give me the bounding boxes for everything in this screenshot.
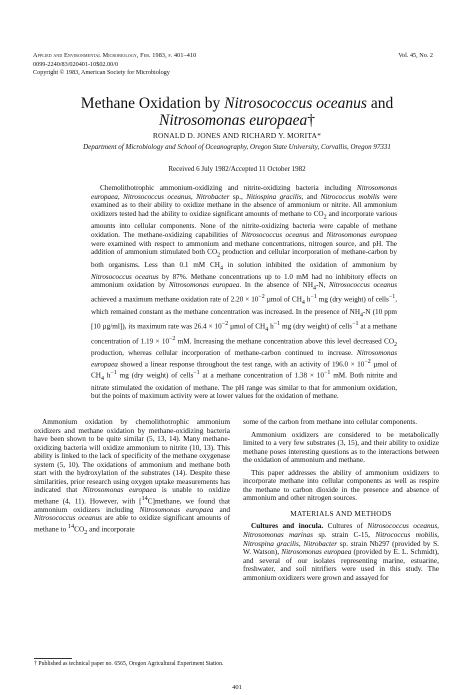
volume-label: Vol. 45, No. 2 <box>398 52 433 59</box>
abstract <box>91 184 397 401</box>
journal-header <box>33 52 333 78</box>
body-column-left <box>34 418 230 537</box>
title-text-and: and <box>366 95 394 112</box>
journal-citation: Applied and Environmental Microbiology, Feb. 1983, p. 401–410 <box>33 52 197 59</box>
title-dagger: † <box>307 112 315 129</box>
abstract-paragraph: Chemolithotrophic ammonium-oxidizing and nitrite-oxidizing bacteria including Nitrosomonas europaea, Nitrosococcus oceanus, Nitrobacter sp., Nitiospina gracilis, and Nitrococcus mobilis were examined as to their ability to oxidize methane in the absence of ammonium or nitrite. All ammonium oxidizers tested had the ability to oxidize significant amounts of methane to $CO_2$ and incorporate various amounts into cellular components. None of the nitrite-oxidizing bacteria were capable of methane oxidation. The methane-oxidizing capabilities of Nitrosococcus oceanus and Nitrosomonas europaea were examined with respect to ammonium and methane concentrations, nitrogen source, and pH. The addition of ammonium stimulated both $CO_2$ production and cellular incorporation of methane-carbon by both organisms. Less than 0.1 mM $CH_4$ in solution inhibited the oxidation of ammonium by Nitrosococcus oceanus by 87%. Methane concentrations up to 1.0 mM had no inhibitory effects on ammonium oxidation by Nitrosomonas europaea. In the absence of $NH_4-N$, Nitrosococcus oceanus achieved a maximum methane oxidation rate of $2.20 \times 10^{-2}$ µmol of $CH_4$ $h^{-1}$ mg (dry weight) of cells$^{-1}$, which remained constant as the methane concentration was increased. In the presence of $NH_4-N$ (10 ppm [10 µg/ml]), its maximum rate was $26.4 \times 10^{-2}$ µmol of $CH_4$ $h^{-1}$ mg (dry weight) of cells$^{-1}$ at a methane concentration of $1.19 \times 10^{-2}$ mM. Increasing the methane concentration above this level decreased $CO_2$ production, whereas cellular incorporation of methane-carbon continued to increase. Nitrosomonas europaea showed a linear response throughout the test range, with an activity of $196.0 \times 10^{-2}$ µmol of $CH_4$ $h^{-1}$ mg (dry weight) of cells$^{-1}$ at a methane concentration of $1.38 \times 10^{-1}$ mM. Both nitrite and nitrate stimulated the oxidation of methane. The pH range was similar to that for ammonium oxidation, but the points of maximum activity were at lower values for the oxidation of methane. <box>91 184 398 401</box>
copyright-line: Copyright © 1983, American Society for Microbiology <box>33 69 170 77</box>
article-title <box>0 95 474 129</box>
footnote: † Published as technical paper no. 6565, Oregon Agricultural Experiment Station. <box>34 661 224 667</box>
author-list: RONALD D. JONES AND RICHARD Y. MORITA* <box>152 131 322 140</box>
methods-paragraph: Cultures and inocula. Cultures of Nitrosococcus oceanus, Nitrosomonas marinas sp. strain C-15, Nitrococcus mobilis, Nitrospina gracilis, Nitrobacter sp. strain Nb297 (provided by S. W. Watson), Nitrosomonas europaea (provided by E. L. Schmidt), and several of our isolates representing marine, estuarine, freshwater, and soil nitrifiers were used in this study. The ammonium oxidizers were grown and assayed for <box>243 521 439 582</box>
intro-paragraph-2: Ammonium oxidizers are considered to be metabolically limited to a very few substrates (3, 15), and their ability to oxidize methane poses interesting questions as to the interactions between the oxidation of ammonium and methane. <box>243 429 439 465</box>
section-heading-methods: MATERIALS AND METHODS <box>290 508 392 518</box>
author-affiliation: Department of Microbiology and School of Oceanography, Oregon State University, Corvallis, Oregon 97331 <box>83 143 391 151</box>
body-column-right <box>243 418 439 582</box>
title-species-1: Nitrosococcus oceanus <box>224 95 367 112</box>
received-dates: Received 6 July 1982/Accepted 11 October 1982 <box>168 165 306 173</box>
journal-code: 0099-2240/83/020401-10$02.00/0 <box>33 60 119 68</box>
intro-paragraph: Ammonium oxidation by chemolithotrophic ammonium oxidizers and methane oxidation by methane-oxidizing bacteria have been shown to be quite similar (5, 13, 14). Many methane-oxidizing bacteria will oxidize ammonium to nitrite (10, 13). This ability is linked to the lack of specificity of the methane oxygenase system (5, 10). The oxidations of ammonium and methane both start with the hydroxylation of the substrates (14). Despite these similarities, prior research using oxygen uptake measurements has indicated that Nitrosomonas europaea is unable to oxidize methane (4, 11). However, with [$^{14}$C]methane, we found that ammonium oxidizers including Nitrosomonas europaea and Nitrosococcus oceanus are able to oxidize significant amounts of methane to $^{14}CO_2$ and incorporate <box>34 417 231 536</box>
intro-paragraph-continued: some of the carbon from methane into cellular components. <box>243 417 418 426</box>
title-text: Methane Oxidation by <box>80 95 225 112</box>
footnote-divider <box>34 658 72 659</box>
page-number: 401 <box>232 684 242 691</box>
title-species-2: Nitrosomonas europaea <box>158 112 308 129</box>
intro-paragraph-3: This paper addresses the ability of ammonium oxidizers to incorporate methane into cellular components as well as respire the methane to carbon dioxide in the presence and absence of ammonium and other nitrogen sources. <box>243 467 439 503</box>
